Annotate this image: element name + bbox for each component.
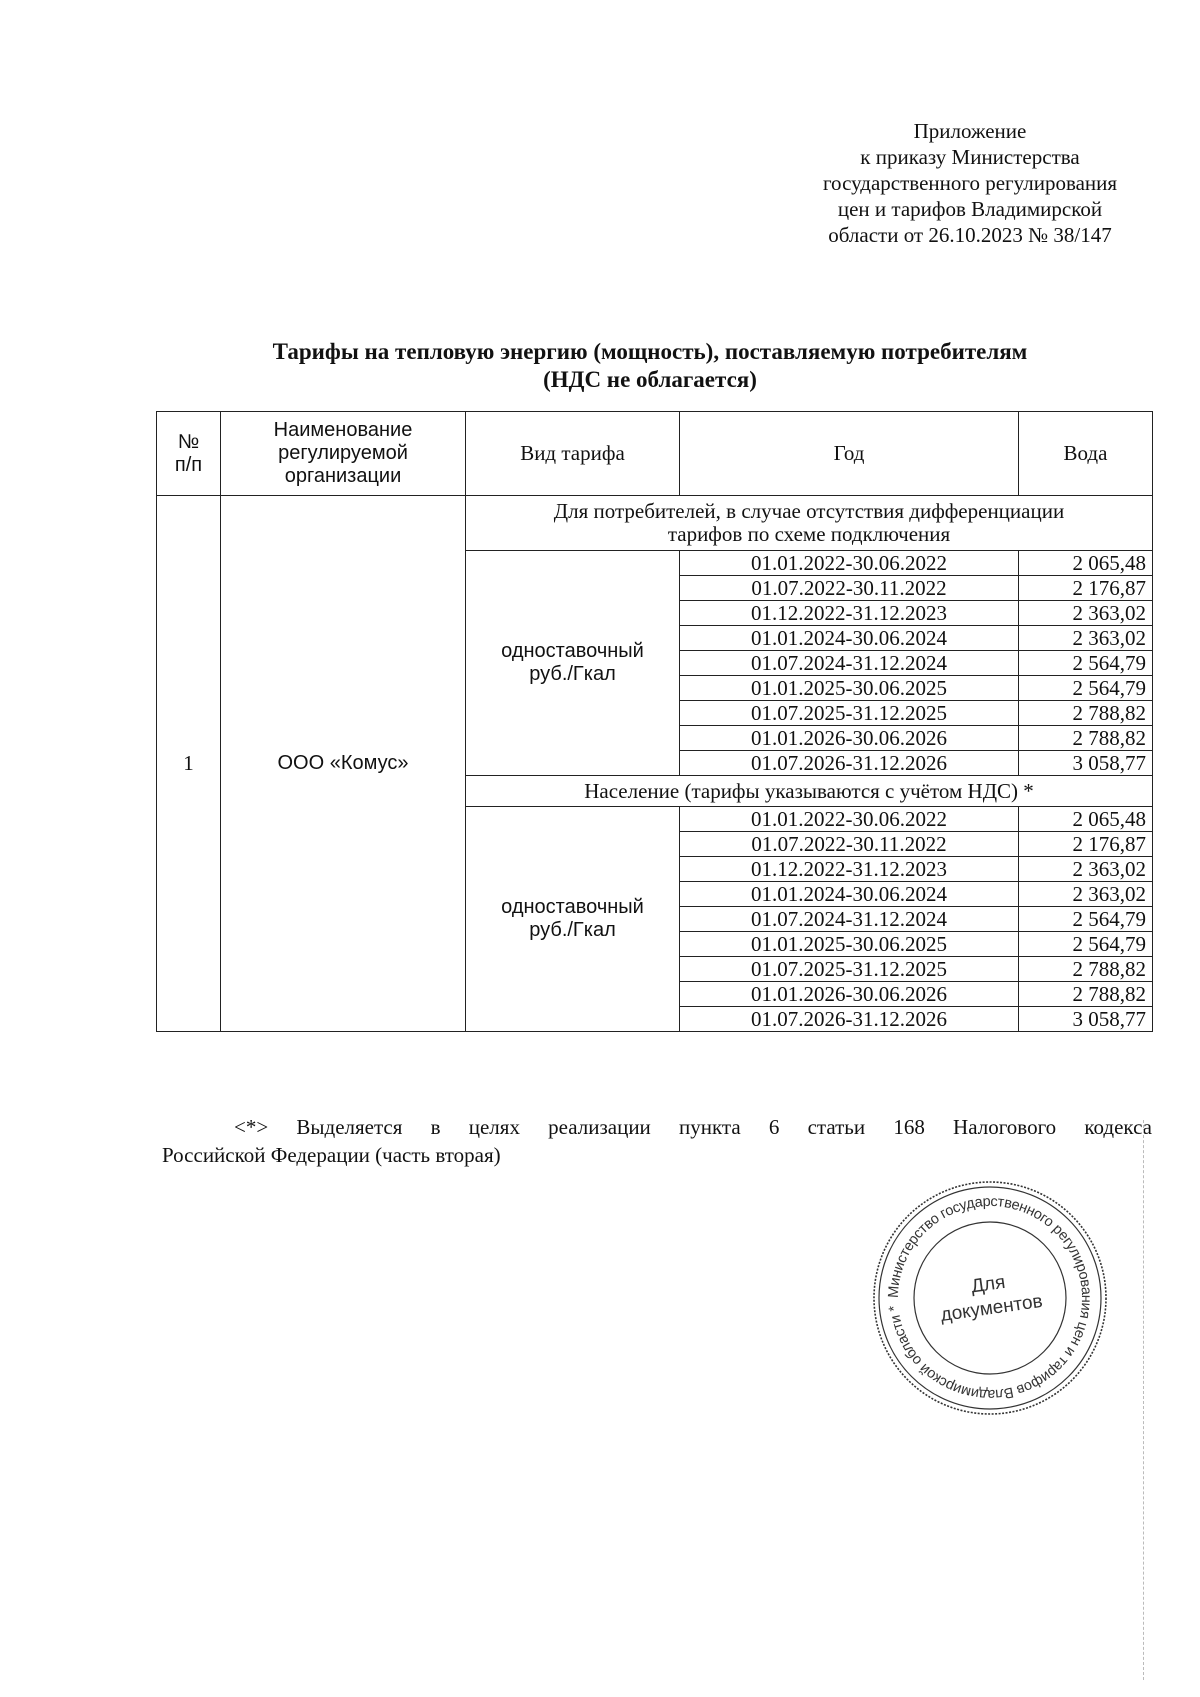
tariff-type-cell: одноставочный руб./Гкал	[466, 551, 680, 776]
value-cell: 2 788,82	[1019, 982, 1153, 1007]
group-title-row	[157, 496, 1153, 551]
period-cell: 01.01.2026-30.06.2026	[680, 726, 1019, 751]
stamp-center-line-2: документов	[939, 1290, 1044, 1326]
period-cell: 01.01.2022-30.06.2022	[680, 551, 1019, 576]
value-cell: 2 788,82	[1019, 726, 1153, 751]
stamp-ring-text: Министерство государственного регулирования цен и тарифов Владимирской области *	[885, 1193, 1095, 1403]
annex-block	[790, 118, 1150, 248]
header-year: Год	[680, 412, 1019, 496]
annex-line: Приложение	[913, 119, 1027, 143]
period-cell: 01.01.2025-30.06.2025	[680, 932, 1019, 957]
footnote-line-2: Российской Федерации (часть вторая)	[162, 1143, 501, 1167]
row-number: 1	[157, 496, 221, 1032]
value-cell: 2 564,79	[1019, 651, 1153, 676]
group-title: Население (тарифы указываются с учётом НДС) *	[466, 776, 1153, 807]
annex-line: государственного регулирования	[822, 171, 1118, 195]
period-cell: 01.07.2022-30.11.2022	[680, 832, 1019, 857]
title-line-2: (НДС не облагается)	[543, 367, 757, 392]
period-cell: 01.01.2024-30.06.2024	[680, 882, 1019, 907]
header-water: Вода	[1019, 412, 1153, 496]
period-cell: 01.07.2022-30.11.2022	[680, 576, 1019, 601]
header-organization: Наименование регулируемой организации	[221, 412, 466, 496]
header-number: № п/п	[157, 412, 221, 496]
annex-line: цен и тарифов Владимирской	[837, 197, 1103, 221]
period-cell: 01.07.2024-31.12.2024	[680, 651, 1019, 676]
period-cell: 01.07.2024-31.12.2024	[680, 907, 1019, 932]
title-line-1: Тарифы на тепловую энергию (мощность), поставляемую потребителям	[272, 339, 1028, 364]
period-cell: 01.07.2025-31.12.2025	[680, 957, 1019, 982]
footnote-line-1: <*> Выделяется в целях реализации пункта 6 статьи 168 Налогового кодекса	[234, 1115, 1152, 1139]
period-cell: 01.01.2025-30.06.2025	[680, 676, 1019, 701]
header-tariff-type: Вид тарифа	[466, 412, 680, 496]
period-cell: 01.12.2022-31.12.2023	[680, 601, 1019, 626]
group-title: Для потребителей, в случае отсутствия дифференциации тарифов по схеме подключения	[466, 496, 1153, 551]
period-cell: 01.01.2022-30.06.2022	[680, 807, 1019, 832]
value-cell: 2 363,02	[1019, 857, 1153, 882]
official-stamp	[870, 1178, 1110, 1418]
value-cell: 2 788,82	[1019, 701, 1153, 726]
value-cell: 2 564,79	[1019, 676, 1153, 701]
value-cell: 2 788,82	[1019, 957, 1153, 982]
value-cell: 2 065,48	[1019, 807, 1153, 832]
period-cell: 01.07.2025-31.12.2025	[680, 701, 1019, 726]
period-cell: 01.07.2026-31.12.2026	[680, 1007, 1019, 1032]
tariff-type-cell: одноставочный руб./Гкал	[466, 807, 680, 1032]
value-cell: 3 058,77	[1019, 751, 1153, 776]
value-cell: 2 564,79	[1019, 907, 1153, 932]
stamp-center-line-1: Для	[969, 1271, 1007, 1298]
document-title	[150, 338, 1150, 394]
value-cell: 2 363,02	[1019, 882, 1153, 907]
tariff-table	[156, 411, 1153, 1032]
value-cell: 2 363,02	[1019, 601, 1153, 626]
period-cell: 01.07.2026-31.12.2026	[680, 751, 1019, 776]
value-cell: 2 176,87	[1019, 832, 1153, 857]
period-cell: 01.01.2024-30.06.2024	[680, 626, 1019, 651]
organization-name: ООО «Комус»	[221, 496, 466, 1032]
period-cell: 01.12.2022-31.12.2023	[680, 857, 1019, 882]
value-cell: 2 176,87	[1019, 576, 1153, 601]
value-cell: 2 363,02	[1019, 626, 1153, 651]
annex-line: области от 26.10.2023 № 38/147	[828, 223, 1112, 247]
annex-line: к приказу Министерства	[860, 145, 1080, 169]
footnote	[162, 1113, 1152, 1169]
period-cell: 01.01.2026-30.06.2026	[680, 982, 1019, 1007]
scan-edge-line	[1143, 1120, 1144, 1680]
value-cell: 2 564,79	[1019, 932, 1153, 957]
table-header-row	[157, 412, 1153, 496]
value-cell: 3 058,77	[1019, 1007, 1153, 1032]
value-cell: 2 065,48	[1019, 551, 1153, 576]
